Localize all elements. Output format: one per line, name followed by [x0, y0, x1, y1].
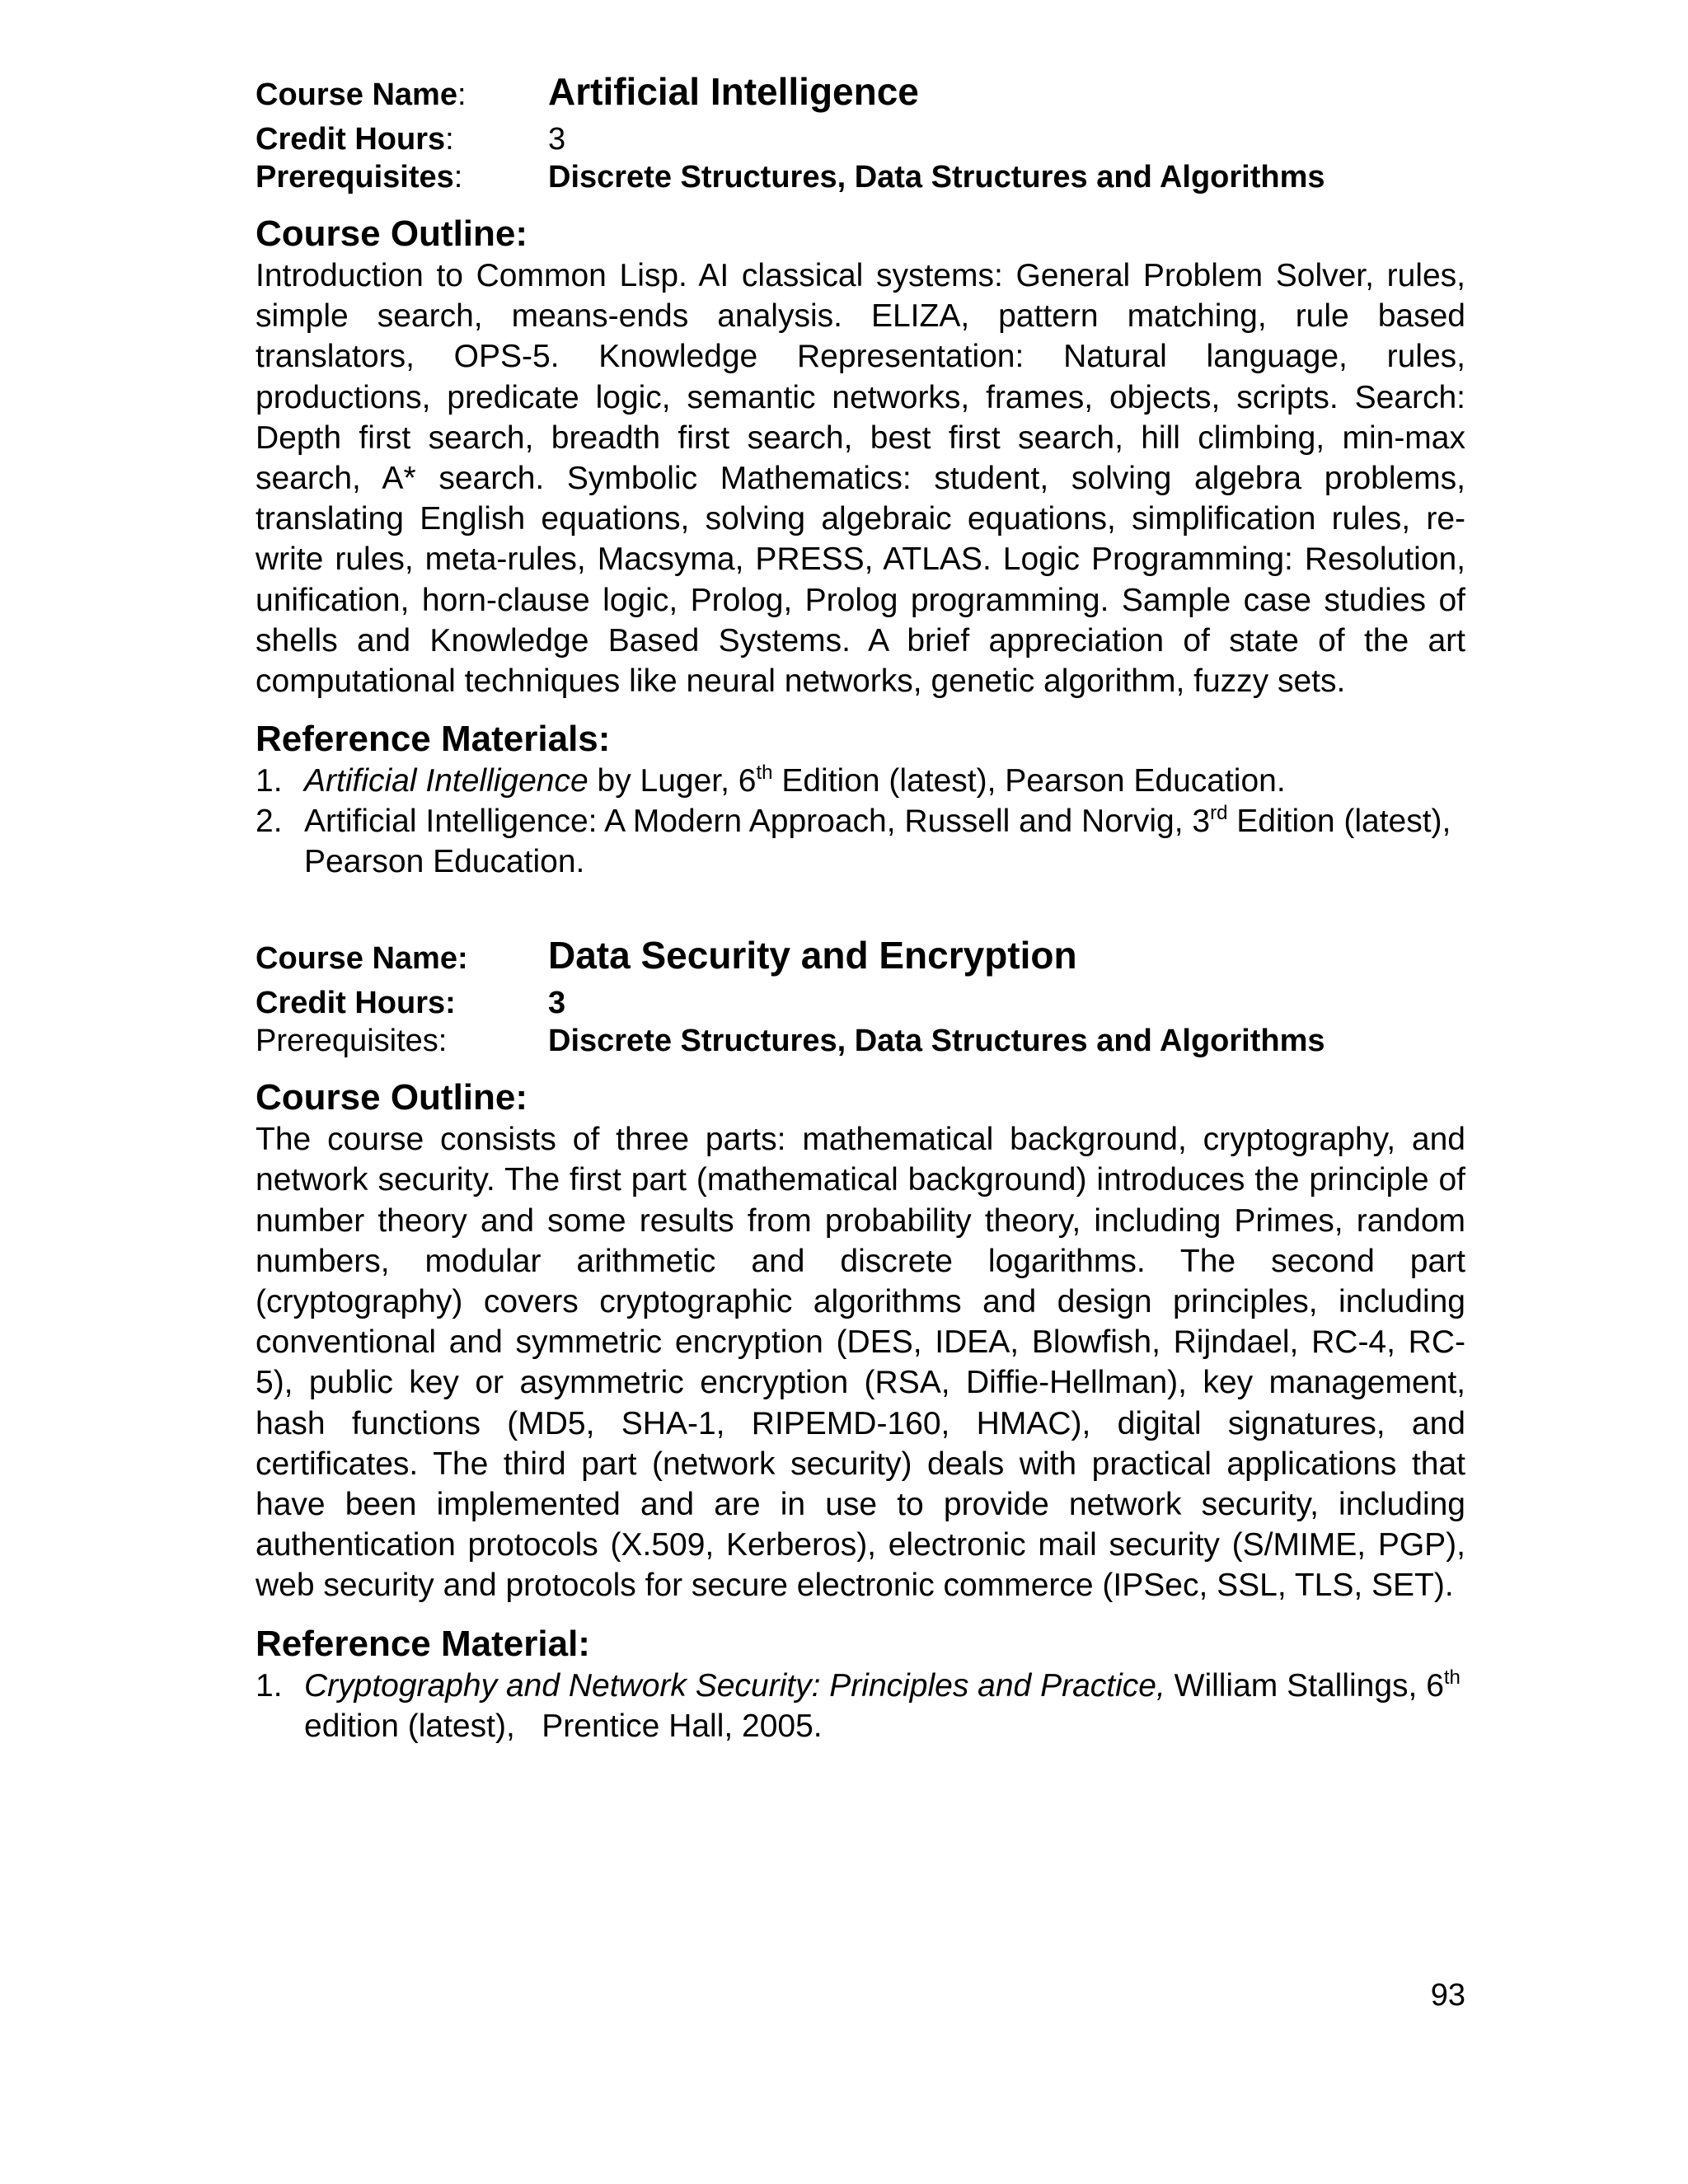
course-name-row — [256, 70, 1465, 120]
prerequisites-row — [256, 1022, 1465, 1060]
course-name-label: Course Name: — [256, 77, 467, 112]
reference-list — [256, 761, 1465, 882]
reference-item — [256, 801, 1465, 882]
reference-text: Cryptography and Network Security: Principles and Practice, William Stallings, 6th edition (latest), Prentice Hall, 2005. — [304, 1666, 1470, 1744]
reference-title: Cryptography and Network Security: Principles and Practice, — [304, 1667, 1165, 1704]
page-number: 93 — [1430, 1978, 1465, 2013]
reference-number: 1. — [256, 763, 283, 799]
prerequisites-row — [256, 158, 1465, 196]
prerequisites-label: Prerequisites: — [256, 1024, 448, 1059]
course-outline-text: The course consists of three parts: mathematical background, cryptography, and network security. The first part (mathematical background) introduces the principle of number theory and some results from probability theory, including Primes, random numbers, modular arithmetic and discrete logarithms. The second part (cryptography) covers cryptographic algorithms and design principles, including conventional and symmetric encryption (DES, IDEA, Blowfish, Rijndael, RC-4, RC-5), public key or asymmetric encryption (RSA, Diffie-Hellman), key management, hash functions (MD5, SHA-1, RIPEMD-160, HMAC), digital signatures, and certificates. The third part (network security) deals with practical applications that have been implemented and are in use to provide network security, including authentication protocols (X.509, Kerberos), electronic mail security (S/MIME, PGP), web security and protocols for secure electronic commerce (IPSec, SSL, TLS, SET). — [256, 1122, 1465, 1604]
prerequisites-label: Prerequisites: — [256, 160, 463, 194]
course-outline-heading: Course Outline: — [256, 1077, 528, 1118]
document-page — [256, 70, 1470, 1746]
credit-hours-label: Credit Hours: — [256, 122, 454, 157]
course-outline-text: Introduction to Common Lisp. AI classical systems: General Problem Solver, rules, simple search, means-ends analysis. ELIZA, pattern matching, rule based translators, OPS-5. Knowledge Representation: Natural language, rules, productions, predicate logic, semantic networks, frames, objects, scripts. Search: Depth first search, breadth first search, best first search, hill climbing, min-max search, A* search. Symbolic Mathematics: student, solving algebra problems, translating English equations, solving algebraic equations, simplification rules, re-write rules, meta-rules, Macsyma, PRESS, ATLAS. Logic Programming: Resolution, unification, horn-clause logic, Prolog, Prolog programming. Sample case studies of shells and Knowledge Based Systems. A brief appreciation of state of the art computational techniques like neural networks, genetic algorithm, fuzzy sets. — [256, 258, 1465, 700]
reference-material-heading: Reference Material: — [256, 1623, 590, 1664]
reference-materials-heading: Reference Materials: — [256, 719, 611, 760]
prerequisites-value: Discrete Structures, Data Structures and Algorithms — [548, 1024, 1325, 1059]
reference-text: Artificial Intelligence: A Modern Approach, Russell and Norvig, 3rd Edition (latest), Pearson Education. — [304, 802, 1451, 880]
reference-item — [256, 1666, 1470, 1746]
credit-hours-value: 3 — [548, 122, 566, 157]
reference-title: Artificial Intelligence — [304, 763, 588, 799]
credit-hours-value: 3 — [548, 986, 566, 1021]
course-outline-heading: Course Outline: — [256, 213, 528, 254]
course-artificial-intelligence — [256, 70, 1465, 882]
course-title: Artificial Intelligence — [548, 70, 919, 113]
prerequisites-value: Discrete Structures, Data Structures and Algorithms — [548, 160, 1325, 194]
course-data-security — [256, 934, 1470, 1746]
reference-number: 1. — [256, 1667, 283, 1704]
reference-text: Artificial Intelligence by Luger, 6th Edition (latest), Pearson Education. — [304, 762, 1286, 799]
reference-list — [256, 1666, 1470, 1746]
credit-hours-row — [256, 984, 1465, 1022]
reference-item — [256, 761, 1465, 801]
credit-hours-row — [256, 120, 1465, 158]
course-name-label: Course Name: — [256, 941, 468, 977]
reference-number: 2. — [256, 804, 283, 840]
course-title: Data Security and Encryption — [548, 934, 1077, 977]
credit-hours-label: Credit Hours: — [256, 986, 456, 1021]
course-name-row — [256, 936, 1465, 984]
